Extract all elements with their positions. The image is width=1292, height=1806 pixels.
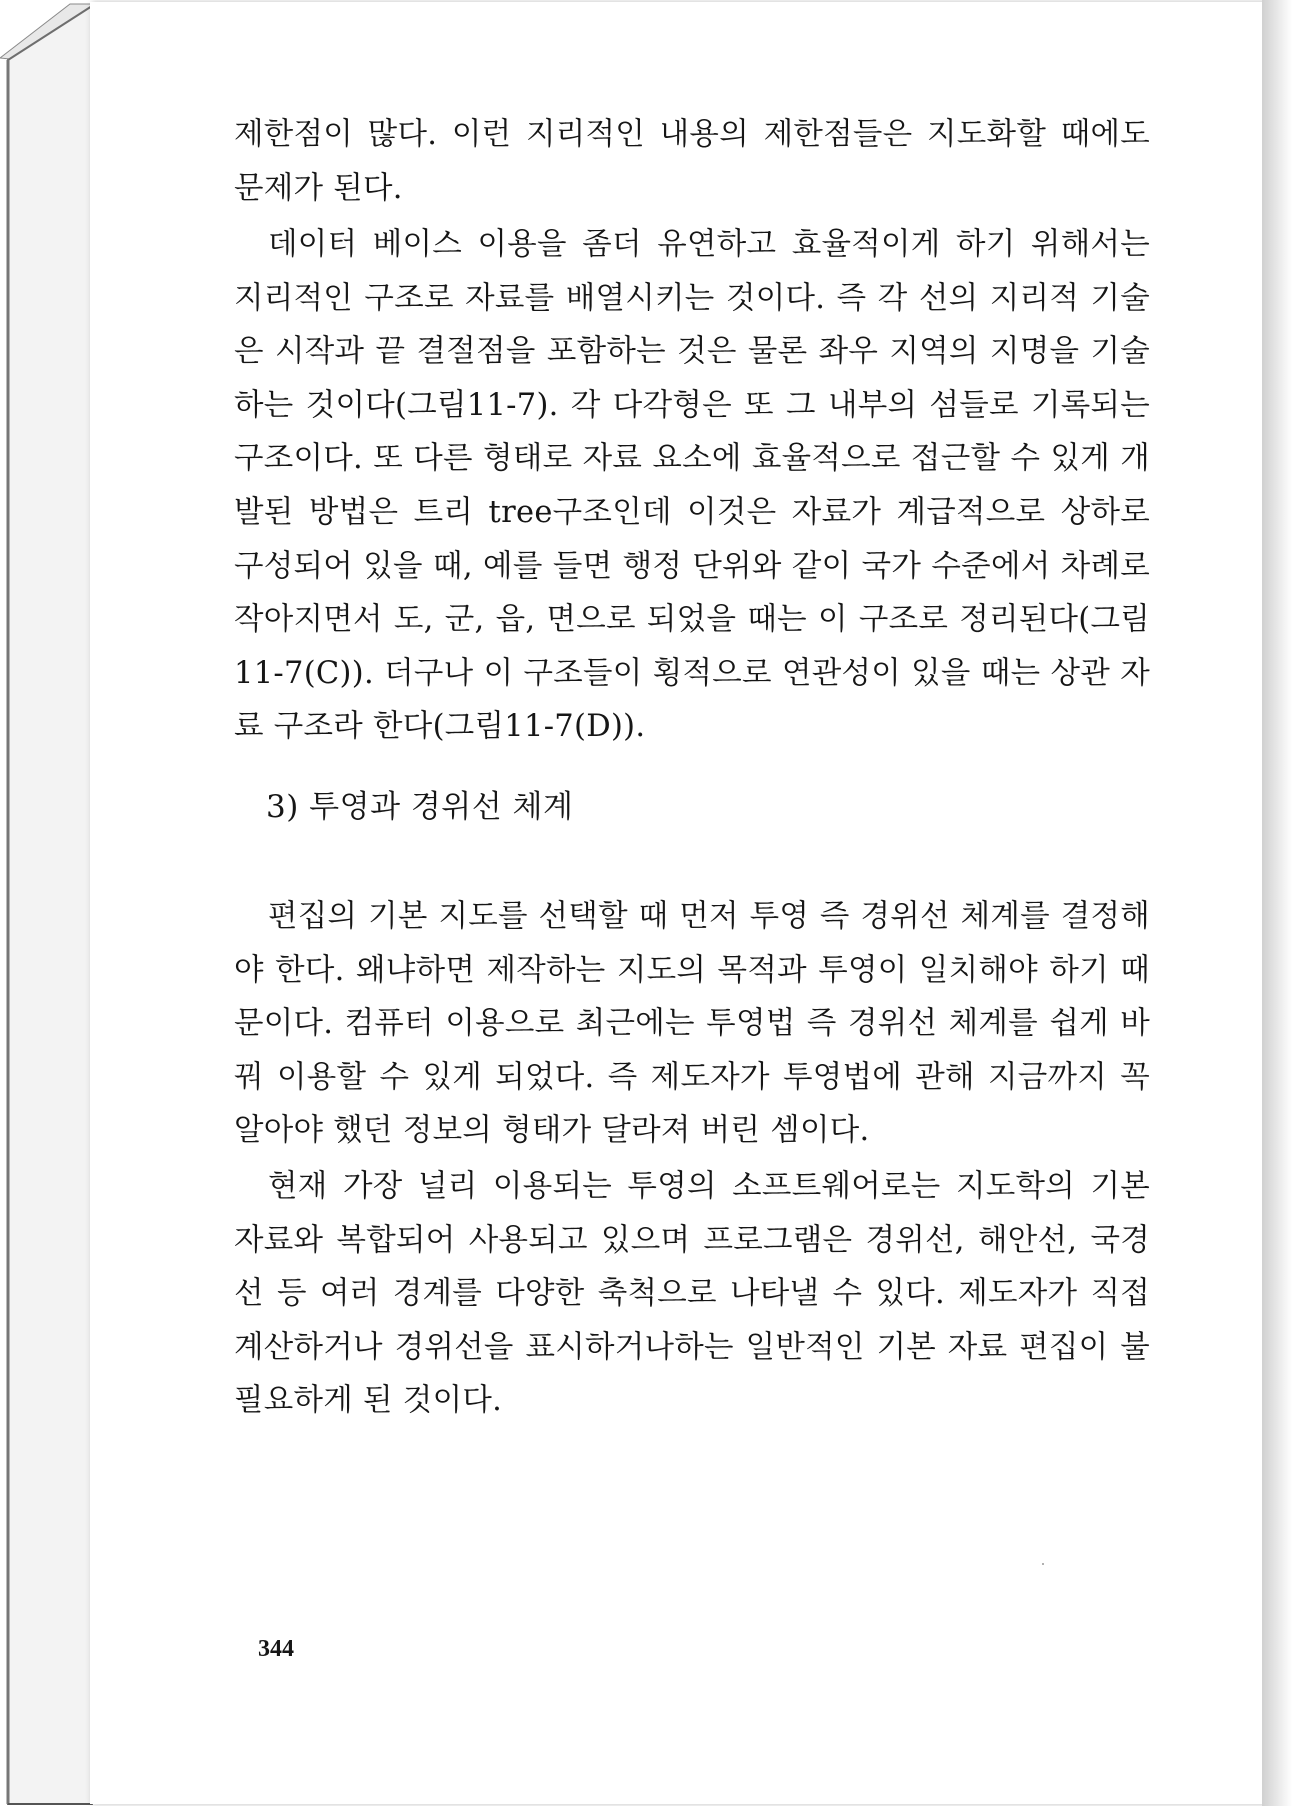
paragraph-database-structure: 데이터 베이스 이용을 좀더 유연하고 효율적이게 하기 위해서는 지리적인 구조로 자료를 배열시키는 것이다. 즉 각 선의 지리적 기술은 시작과 끝 결절점을 포함하는 것은 물론 좌우 지역의 지명을 기술하는 것이다(그림11-7). 각 다각형은 또 그 내부의 섬들로 기록되는 구조이다. 또 다른 형태로 자료 요소에 효율적으로 접근할 수 있게 개발된 방법은 트리 tree구조인데 이것은 자료가 계급적으로 상하로 구성되어 있을 때, 예를 들면 행정 단위와 같이 국가 수준에서 차례로 작아지면서 도, 군, 읍, 면으로 되었을 때는 이 구조로 정리된다(그림11-7(C)). 더구나 이 구조들이 횡적으로 연관성이 있을 때는 상관 자료 구조라 한다(그림11-7(D)). xyxy=(234,227,1150,745)
paragraph-projection-software: 현재 가장 널리 이용되는 투영의 소프트웨어로는 지도학의 기본 자료와 복합되어 사용되고 있으며 프로그램은 경위선, 해안선, 국경선 등 여러 경계를 다양한 축척으로 나타낼 수 있다. 제도자가 직접 계산하거나 경위선을 표시하거나하는 일반적인 기본 자료 편집이 불필요하게 된 것이다. xyxy=(234,1169,1150,1419)
page-number: 344 xyxy=(258,1636,294,1662)
paragraph-continuation: 제한점이 많다. 이런 지리적인 내용의 제한점들은 지도화할 때에도 문제가 된다. xyxy=(234,117,1150,206)
section-heading: 3) 투영과 경위선 체계 xyxy=(266,789,574,825)
page-edge-shadow xyxy=(1262,0,1292,1806)
paragraph-projection-selection: 편집의 기본 지도를 선택할 때 먼저 투영 즉 경위선 체계를 결정해야 한다. 왜냐하면 제작하는 지도의 목적과 투영이 일치해야 하기 때문이다. 컴퓨터 이용으로 최근에는 투영법 즉 경위선 체계를 쉽게 바꿔 이용할 수 있게 되었다. 즉 제도자가 투영법에 관해 지금까지 꼭 알아야 했던 정보의 형태가 달라져 버린 셈이다. xyxy=(234,899,1150,1149)
scan-speck xyxy=(1042,1563,1044,1565)
